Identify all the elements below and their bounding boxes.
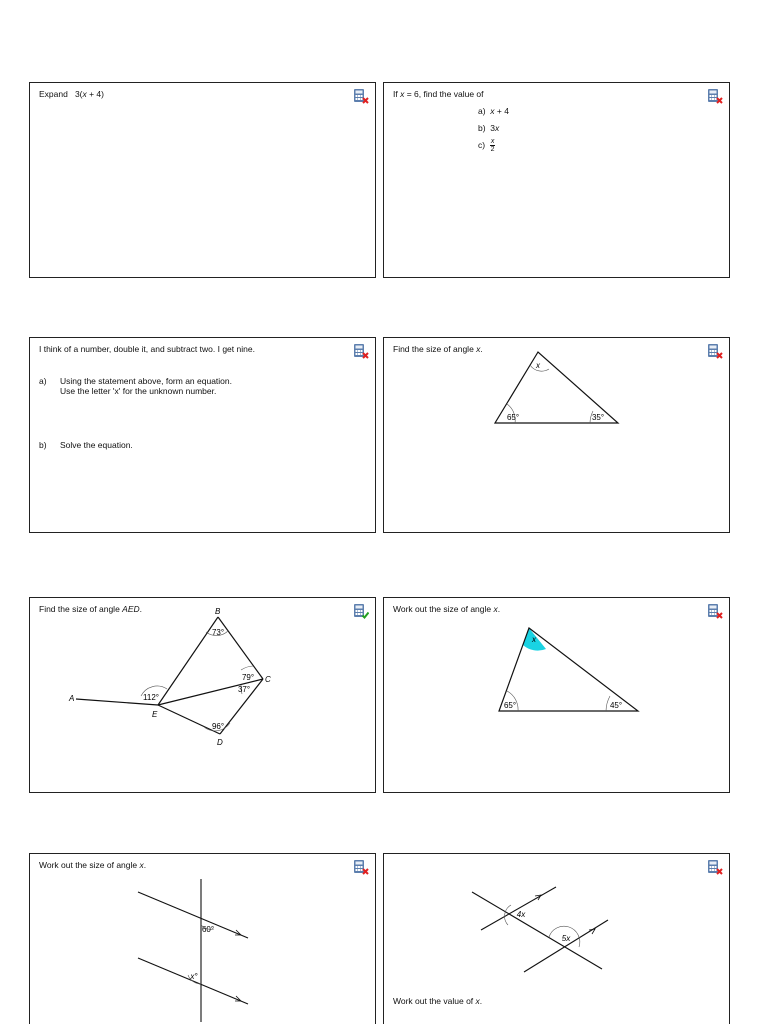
- parallel-line-top: [138, 892, 248, 938]
- no-calculator-icon: [707, 859, 723, 875]
- angle-5x-label: 5x: [561, 934, 571, 943]
- question-card-triangle-angle: [383, 337, 730, 533]
- fraction: $\frac{x}{2}$: [490, 138, 495, 153]
- question-card-triangle-angle-2: [383, 597, 730, 793]
- part-b-line: Solve the equation.: [60, 440, 133, 450]
- no-calculator-icon: [353, 343, 369, 359]
- angle-right-label: 45°: [609, 701, 623, 710]
- part-c: c) $\frac{x}{2}$: [478, 138, 495, 153]
- line-bc: [218, 617, 263, 679]
- angle-x-label: x: [532, 635, 536, 644]
- question-card-parallel-lines: [29, 853, 376, 1024]
- angle-given-label: 60°: [201, 925, 215, 934]
- question-text: Find the size of angle AED.: [39, 604, 143, 614]
- question-text: If x = 6, find the value of: [393, 89, 484, 99]
- triangle-diagram: [384, 598, 729, 792]
- triangle: [499, 628, 638, 711]
- part-b: b) 3x: [478, 123, 500, 133]
- no-calculator-icon: [707, 88, 723, 104]
- no-calculator-icon: [353, 859, 369, 875]
- part-a-line1: Using the statement above, form an equation.: [60, 376, 232, 386]
- statement-text: I think of a number, double it, and subtract two. I get nine.: [39, 344, 255, 354]
- part-b-label: b): [39, 440, 47, 450]
- no-calculator-icon: [707, 603, 723, 619]
- question-card-angle-aed: [29, 597, 376, 793]
- question-card-value-of-x: [383, 853, 730, 1024]
- angle-x-label: x°: [190, 972, 198, 981]
- parallel-line-top: [481, 887, 556, 930]
- part-a-label: a): [39, 376, 47, 386]
- line-ed: [158, 705, 220, 734]
- no-calculator-icon: [707, 343, 723, 359]
- point-e-label: E: [152, 710, 158, 719]
- question-text: Expand 3(x + 4): [39, 89, 104, 99]
- angle-e-label: 112°: [143, 693, 159, 702]
- angle-4x-label: 4x: [516, 910, 526, 919]
- parallel-line-bottom: [138, 958, 248, 1004]
- angle-c-lower-label: 37°: [237, 685, 251, 694]
- parallel-line-bottom: [524, 920, 608, 972]
- angle-left-label: 65°: [506, 413, 520, 422]
- part-a: a) x + 4: [478, 106, 509, 116]
- question-text: Work out the value of x.: [393, 996, 483, 1006]
- point-b-label: B: [215, 607, 221, 616]
- angle-right-label: 35°: [591, 413, 605, 422]
- transversal: [472, 892, 602, 969]
- angle-left-label: 65°: [503, 701, 517, 710]
- angle-c-upper-label: 79°: [241, 673, 255, 682]
- part-a-line2: Use the letter 'x' for the unknown number.: [60, 386, 217, 396]
- quadrilateral-diagram: [30, 598, 375, 792]
- point-a-label: A: [69, 694, 75, 703]
- triangle-diagram: [384, 338, 729, 532]
- angle-d-label: 96°: [211, 722, 225, 731]
- angle-b-label: 73°: [211, 628, 225, 637]
- point-d-label: D: [217, 738, 223, 747]
- angle-x-label: x: [536, 361, 540, 370]
- question-text: Find the size of angle x.: [393, 344, 483, 354]
- no-calculator-icon: [353, 88, 369, 104]
- question-text: Work out the size of angle x.: [39, 860, 147, 870]
- question-text: Work out the size of angle x.: [393, 604, 501, 614]
- question-card-equation: [29, 337, 376, 533]
- question-card-substitute: [383, 82, 730, 278]
- calculator-allowed-icon: [353, 603, 369, 619]
- point-c-label: C: [265, 675, 271, 684]
- parallel-lines-diagram: [30, 854, 375, 1025]
- question-card-expand: [29, 82, 376, 278]
